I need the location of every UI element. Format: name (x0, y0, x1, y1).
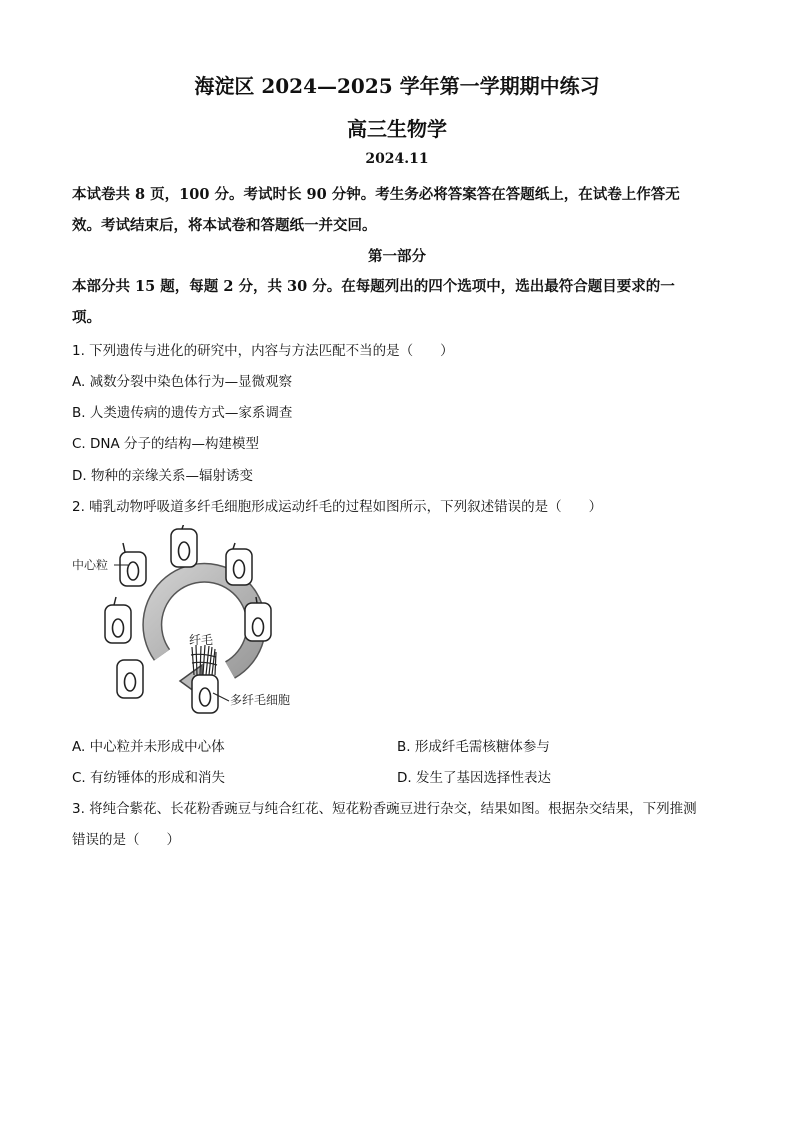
part1-intro-line-2: 项。 (72, 309, 101, 326)
ciliogenesis-diagram (70, 525, 310, 720)
question-2-option-a: A. 中心粒并未形成中心体 (72, 739, 225, 755)
question-3-stem-line-1: 3. 将纯合紫花、长花粉香豌豆与纯合红花、短花粉香豌豆进行杂交，结果如图。根据杂交结果，下列推测 (72, 801, 697, 817)
question-1-option-b: B. 人类遗传病的遗传方式—家系调查 (72, 405, 293, 421)
question-1-option-c: C. DNA 分子的结构—构建模型 (72, 436, 260, 452)
question-1-stem: 1. 下列遗传与进化的研究中，内容与方法匹配不当的是（ ） (72, 343, 454, 359)
question-1-option-d: D. 物种的亲缘关系—辐射诱变 (72, 468, 253, 484)
label-multiciliated-cell: 多纤毛细胞 (230, 693, 291, 707)
question-2-option-c: C. 有纺锤体的形成和消失 (72, 770, 226, 786)
cell (171, 525, 197, 567)
instructions-line-1: 本试卷共 8 页，100 分。考试时长 90 分钟。考生务必将答案答在答题纸上，在试卷上作答无 (72, 186, 680, 203)
label-cilia: 纤毛 (189, 633, 214, 647)
question-2-option-d: D. 发生了基因选择性表达 (397, 770, 551, 786)
question-2-stem: 2. 哺乳动物呼吸道多纤毛细胞形成运动纤毛的过程如图所示，下列叙述错误的是（ ） (72, 499, 603, 515)
question-2-option-b: B. 形成纤毛需核糖体参与 (397, 739, 550, 755)
part1-heading: 第一部分 (368, 248, 426, 265)
question-3-stem-line-2: 错误的是（ ） (72, 832, 180, 848)
multiciliated-cell (191, 645, 218, 713)
cell (117, 660, 143, 698)
label-centriole: 中心粒 (72, 558, 109, 572)
exam-date: 2024.11 (365, 151, 429, 167)
exam-subject: 高三生物学 (347, 117, 447, 141)
cell (245, 597, 271, 641)
question-1-option-a: A. 减数分裂中染色体行为—显微观察 (72, 374, 293, 390)
part1-intro-line-1: 本部分共 15 题，每题 2 分，共 30 分。在每题列出的四个选项中，选出最符合题目要求的一 (72, 278, 675, 295)
cell (105, 597, 131, 643)
cell (226, 543, 252, 585)
exam-title: 海淀区 2024—2025 学年第一学期期中练习 (194, 74, 600, 98)
instructions-line-2: 效。考试结束后，将本试卷和答题纸一并交回。 (72, 217, 377, 234)
